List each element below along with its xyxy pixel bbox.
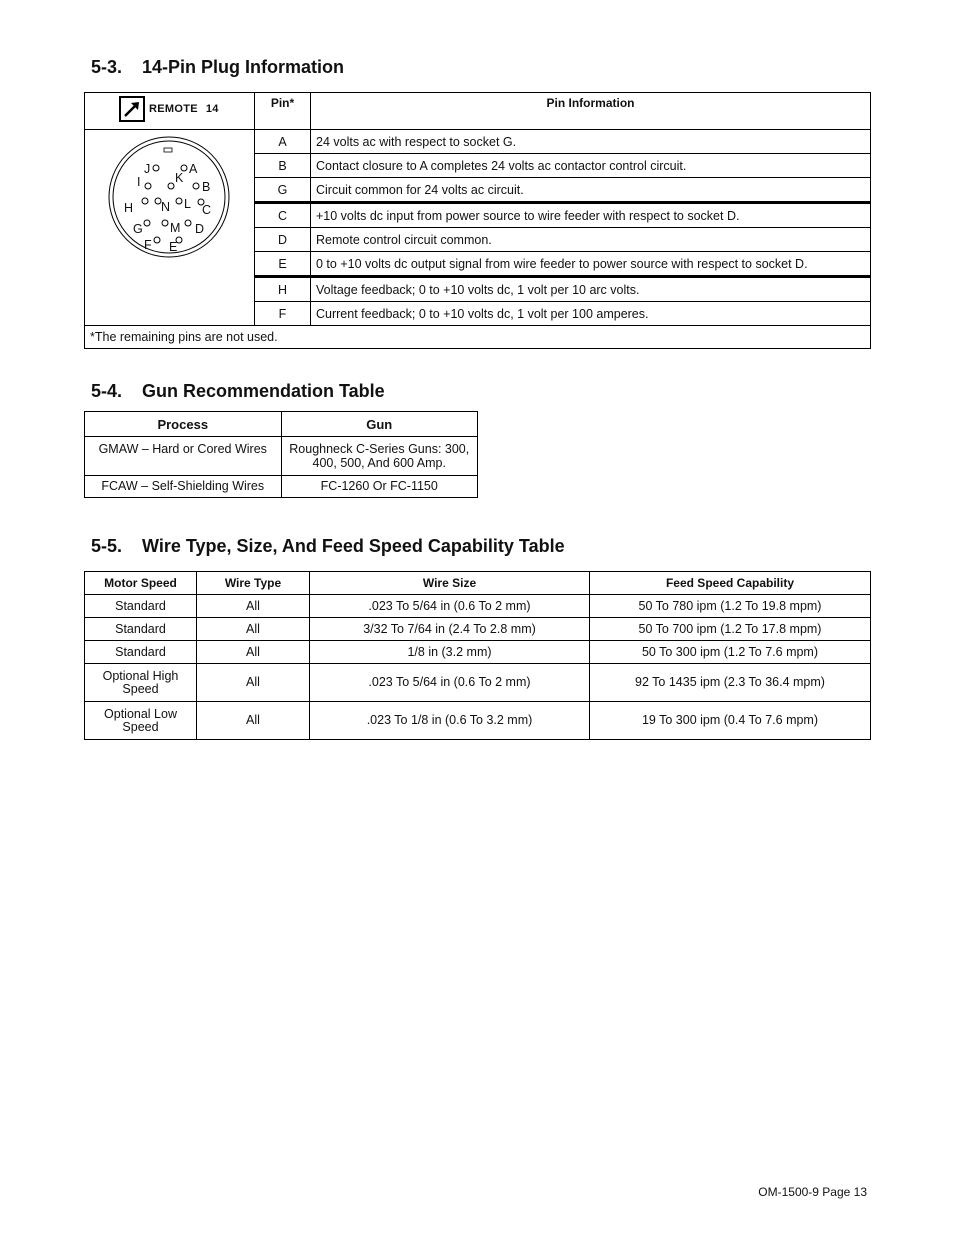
- pin-letter-j: J: [144, 162, 151, 176]
- feed-speed-cell: 50 To 700 ipm (1.2 To 17.8 mpm): [590, 618, 871, 641]
- pin-info-cell: Circuit common for 24 volts ac circuit.: [311, 178, 871, 203]
- feed-speed-header: Feed Speed Capability: [590, 572, 871, 595]
- wire-size-header: Wire Size: [310, 572, 590, 595]
- pin-cell: F: [255, 302, 311, 326]
- pin-letter-c: C: [202, 203, 212, 217]
- remote-label: REMOTE 14: [149, 103, 219, 115]
- wire-size-cell: .023 To 5/64 in (0.6 To 2 mm): [310, 664, 590, 702]
- gun-cell: FC-1260 Or FC-1150: [281, 476, 478, 498]
- pin-info-column-header: Pin Information: [311, 93, 871, 130]
- table-row: [85, 618, 871, 641]
- table-row: [85, 437, 478, 476]
- table-row: [85, 664, 871, 702]
- section-heading-14-pin: 5-3. 14-Pin Plug Information: [91, 57, 345, 77]
- pin-info-cell: Voltage feedback; 0 to +10 volts dc, 1 volt per 10 arc volts.: [311, 277, 871, 302]
- remote-header-cell: [85, 93, 255, 130]
- wire-capability-table: [84, 571, 871, 740]
- pin-letter-a: A: [189, 162, 198, 176]
- pin-cell: H: [255, 277, 311, 302]
- pin-info-cell: Current feedback; 0 to +10 volts dc, 1 volt per 100 amperes.: [311, 302, 871, 326]
- motor-speed-cell: Standard: [85, 595, 197, 618]
- pin-letter-h: H: [124, 201, 134, 215]
- section-heading-wire: 5-5. Wire Type, Size, And Feed Speed Capability Table: [91, 536, 565, 556]
- pin-info-table: [84, 92, 871, 349]
- pin-letter-e: E: [169, 240, 178, 254]
- pin-info-cell: 24 volts ac with respect to socket G.: [311, 130, 871, 154]
- pin-table-footnote: *The remaining pins are not used.: [85, 326, 871, 349]
- socket-diagram: [85, 130, 254, 270]
- pin-letter-d: D: [195, 222, 205, 236]
- wire-type-cell: All: [197, 702, 310, 740]
- process-cell: GMAW – Hard or Cored Wires: [85, 437, 282, 476]
- gun-recommendation-table: [84, 411, 478, 498]
- section-heading-gun: 5-4. Gun Recommendation Table: [91, 381, 385, 401]
- pin-info-cell: +10 volts dc input from power source to wire feeder with respect to socket D.: [311, 203, 871, 228]
- wire-type-header: Wire Type: [197, 572, 310, 595]
- table-row: [85, 476, 478, 498]
- motor-speed-cell: Optional High Speed: [85, 664, 197, 702]
- table-row: [85, 702, 871, 740]
- socket-diagram-cell: [85, 130, 255, 326]
- feed-speed-cell: 50 To 300 ipm (1.2 To 7.6 mpm): [590, 641, 871, 664]
- pin-cell: E: [255, 252, 311, 277]
- motor-speed-header: Motor Speed: [85, 572, 197, 595]
- pin-column-header: Pin*: [255, 93, 311, 130]
- pin-cell: C: [255, 203, 311, 228]
- process-column-header: Process: [85, 412, 282, 437]
- wire-size-cell: 3/32 To 7/64 in (2.4 To 2.8 mm): [310, 618, 590, 641]
- wire-type-cell: All: [197, 664, 310, 702]
- process-cell: FCAW – Self-Shielding Wires: [85, 476, 282, 498]
- pin-letter-i: I: [137, 175, 141, 189]
- wire-type-cell: All: [197, 618, 310, 641]
- pin-letter-g: G: [133, 222, 143, 236]
- wire-type-cell: All: [197, 641, 310, 664]
- remote-arrow-icon: [119, 96, 145, 122]
- motor-speed-cell: Optional Low Speed: [85, 702, 197, 740]
- pin-info-cell: Remote control circuit common.: [311, 228, 871, 252]
- pin-info-cell: 0 to +10 volts dc output signal from wire feeder to power source with respect to socket D.: [311, 252, 871, 277]
- table-row: [85, 641, 871, 664]
- pin-letter-b: B: [202, 180, 211, 194]
- pin-cell: D: [255, 228, 311, 252]
- wire-type-cell: All: [197, 595, 310, 618]
- pin-cell: A: [255, 130, 311, 154]
- pin-letter-n: N: [161, 200, 171, 214]
- motor-speed-cell: Standard: [85, 641, 197, 664]
- pin-letter-k: K: [175, 171, 184, 185]
- gun-column-header: Gun: [281, 412, 478, 437]
- wire-size-cell: .023 To 1/8 in (0.6 To 3.2 mm): [310, 702, 590, 740]
- pin-cell: B: [255, 154, 311, 178]
- wire-size-cell: .023 To 5/64 in (0.6 To 2 mm): [310, 595, 590, 618]
- pin-cell: G: [255, 178, 311, 203]
- pin-letter-l: L: [184, 197, 191, 211]
- pin-letter-f: F: [144, 238, 152, 252]
- motor-speed-cell: Standard: [85, 618, 197, 641]
- pin-letter-m: M: [170, 221, 181, 235]
- feed-speed-cell: 50 To 780 ipm (1.2 To 19.8 mpm): [590, 595, 871, 618]
- gun-cell: Roughneck C-Series Guns: 300, 400, 500, And 600 Amp.: [281, 437, 478, 476]
- table-row: [85, 595, 871, 618]
- feed-speed-cell: 19 To 300 ipm (0.4 To 7.6 mpm): [590, 702, 871, 740]
- pin-info-cell: Contact closure to A completes 24 volts ac contactor control circuit.: [311, 154, 871, 178]
- feed-speed-cell: 92 To 1435 ipm (2.3 To 36.4 mpm): [590, 664, 871, 702]
- page-footer: OM-1500-9 Page 13: [758, 1185, 867, 1199]
- wire-size-cell: 1/8 in (3.2 mm): [310, 641, 590, 664]
